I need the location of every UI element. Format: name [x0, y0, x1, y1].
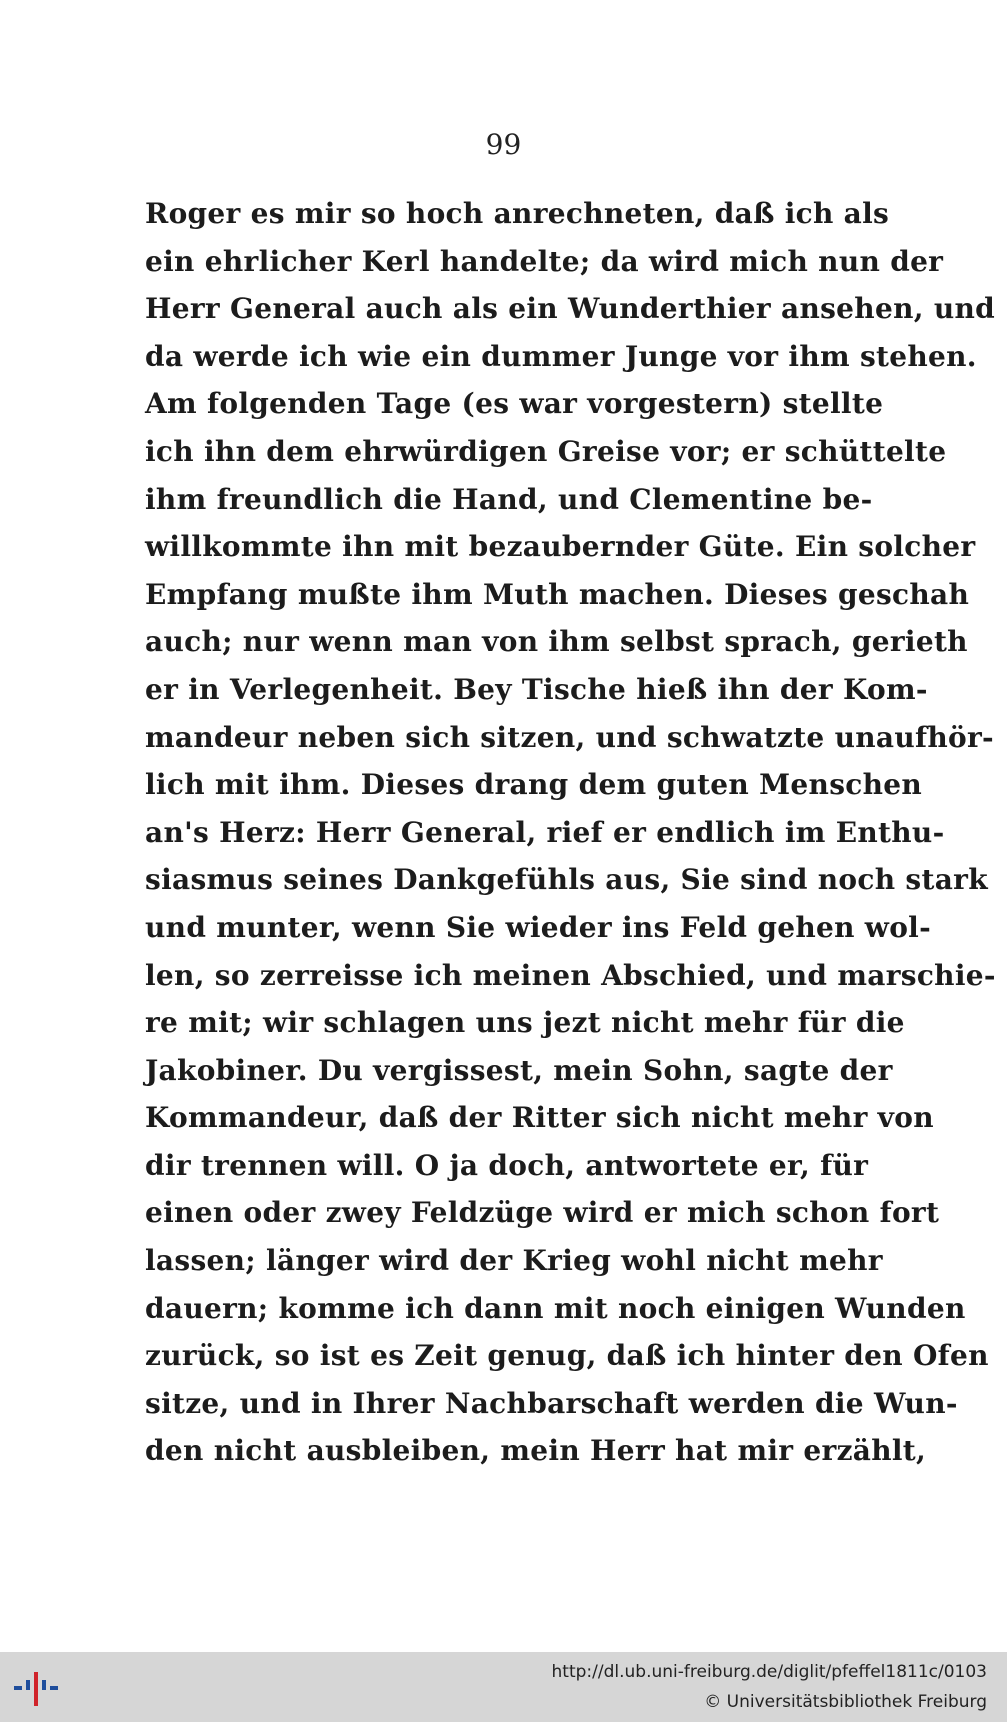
- text-line: mandeur neben sich sitzen, und schwatzte unaufhör-: [145, 720, 994, 754]
- text-line: da werde ich wie ein dummer Junge vor ihm stehen.: [145, 339, 977, 373]
- page-number: 99: [485, 128, 522, 161]
- text-line: Jakobiner. Du vergissest, mein Sohn, sagte der: [145, 1053, 893, 1087]
- text-line: auch; nur wenn man von ihm selbst sprach, gerieth: [145, 625, 968, 659]
- footer-copyright: © Universitätsbibliothek Freiburg: [704, 1692, 987, 1712]
- text-line: sitze, und in Ihrer Nachbarschaft werden die Wun-: [145, 1386, 958, 1420]
- text-line: einen oder zwey Feldzüge wird er mich schon fort: [145, 1196, 940, 1230]
- text-line: Herr General auch als ein Wunderthier ansehen, und: [145, 292, 996, 326]
- text-line: Kommandeur, daß der Ritter sich nicht mehr von: [145, 1101, 934, 1135]
- text-line: ein ehrlicher Kerl handelte; da wird mich nun der: [145, 244, 944, 278]
- text-line: Am folgenden Tage (es war vorgestern) stellte: [145, 387, 884, 421]
- text-line: lassen; länger wird der Krieg wohl nicht mehr: [145, 1244, 883, 1278]
- text-line: Empfang mußte ihm Muth machen. Dieses geschah: [145, 577, 970, 611]
- text-line: dir trennen will. O ja doch, antwortete er, für: [145, 1148, 869, 1182]
- page-text-block: [145, 190, 996, 1475]
- text-line: und munter, wenn Sie wieder ins Feld gehen wol-: [145, 910, 932, 944]
- text-line: dauern; komme ich dann mit noch einigen Wunden: [145, 1291, 966, 1325]
- text-line: siasmus seines Dankgefühls aus, Sie sind noch stark: [145, 863, 988, 897]
- text-line: re mit; wir schlagen uns jezt nicht mehr für die: [145, 1006, 905, 1040]
- text-line: an's Herz: Herr General, rief er endlich im Enthu-: [145, 815, 945, 849]
- text-line: ich ihn dem ehrwürdigen Greise vor; er schüttelte: [145, 434, 947, 468]
- text-line: er in Verlegenheit. Bey Tische hieß ihn der Kom-: [145, 672, 928, 706]
- ub-freiburg-logo-icon[interactable]: [14, 1668, 64, 1708]
- footer-bar: [0, 1652, 1007, 1722]
- text-line: willkommte ihn mit bezaubernder Güte. Ein solcher: [145, 530, 976, 564]
- text-line: den nicht ausbleiben, mein Herr hat mir erzählt,: [145, 1434, 927, 1468]
- text-line: len, so zerreisse ich meinen Abschied, und marschie-: [145, 958, 996, 992]
- text-line: lich mit ihm. Dieses drang dem guten Menschen: [145, 768, 923, 802]
- text-line: zurück, so ist es Zeit genug, daß ich hinter den Ofen: [145, 1339, 989, 1373]
- text-line: Roger es mir so hoch anrechneten, daß ich als: [145, 197, 890, 230]
- footer-url-link[interactable]: http://dl.ub.uni-freiburg.de/diglit/pfeffel1811c/0103: [551, 1662, 987, 1682]
- text-line: ihm freundlich die Hand, und Clementine be-: [145, 482, 873, 516]
